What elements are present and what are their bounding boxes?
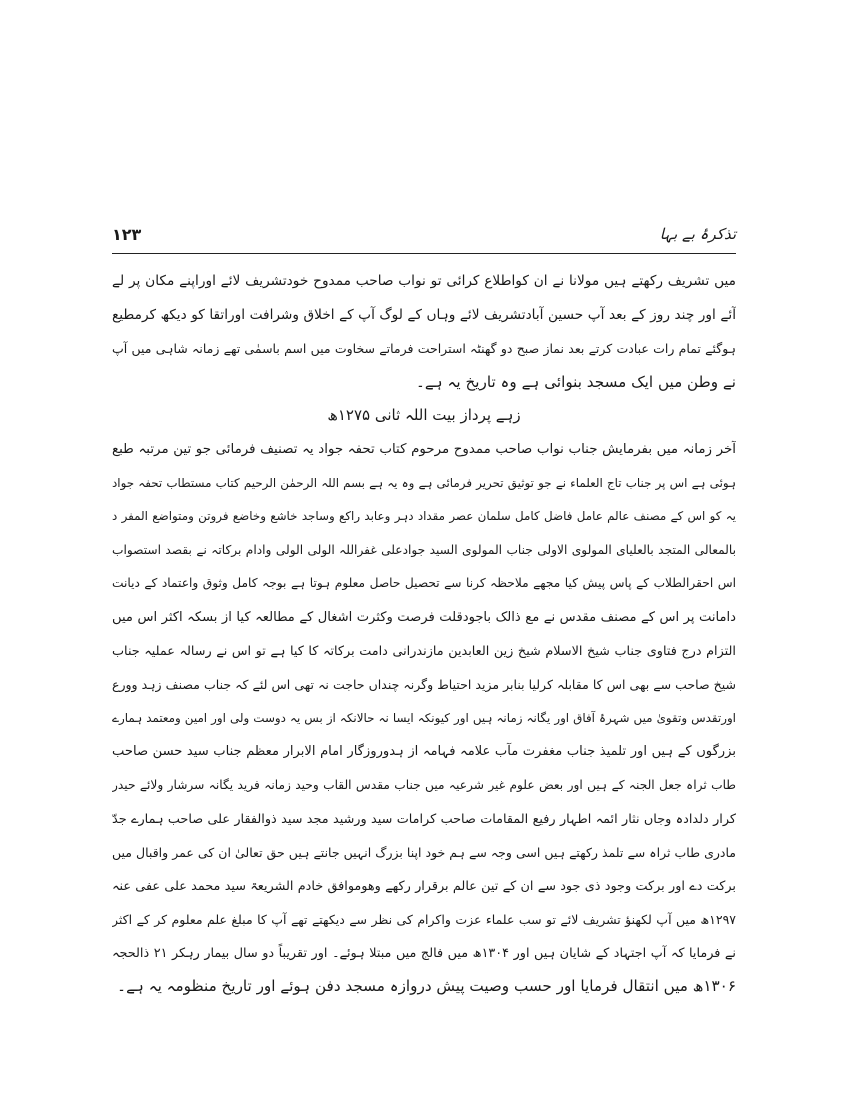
text-line: ۱۳۰۶ھ میں انتقال فرمایا اور حسب وصیت پیش دروازہ مسجد دفن ہوئے اور تاریخ منظومہ یہ ہے۔ bbox=[117, 977, 736, 996]
text-line: اس احقرالطلاب کے پاس پیش کیا مجھے ملاحظہ کرنا سے تحصیل حاصل معلوم ہوتا ہے بوجہ کامل وثوق واعتماد کے دیانت bbox=[112, 576, 736, 591]
text-line: بالمعالی المتجد بالعلیای المولوی الاولی جناب المولوی السید جوادعلی غفراللہ الولی الولی وادام برکاتہ نے بقصد استصواب bbox=[112, 542, 736, 557]
text-line: نے وطن میں ایک مسجد بنوائی ہے وہ تاریخ یہ ہے۔ bbox=[416, 372, 736, 391]
text-line: طاب ثراہ جعل الجنہ کے ہیں اور بعض علوم غیر شرعیہ میں جناب مقدس القاب وحید زمانہ فرید یگانہ سرشار ولائے حیدر bbox=[112, 777, 736, 792]
page-header bbox=[112, 223, 736, 253]
page-number: ۱۲۳ bbox=[112, 225, 142, 244]
text-line: یہ کو اس کے مصنف عالم عامل فاضل کامل سلمان عصر مقداد دہر وعابد راکع وساجد خاشع وخاضع فروتن ومتواضع المفر د bbox=[112, 509, 736, 524]
text-line: التزام درج فتاوی جناب شیخ الاسلام شیخ زین العابدین مازندرانی دامت برکاتہ کا کیا ہے تو اس نے رسالہ عملیہ جناب bbox=[112, 643, 736, 659]
text-line: ۱۲۹۷ھ میں آپ لکھنؤ تشریف لائے تو سب علماء عزت واکرام کی نظر سے دیکھتے تھے آپ کا مبلغ علم معلوم کر کے اکثر bbox=[112, 912, 736, 928]
text-line: ہوئی ہے اس پر جناب تاج العلماء نے جو توثیق تحریر فرمائی ہے وہ یہ ہے بسم اللہ الرحمٰن الرحیم کتاب مستطاب تحفہ جواد bbox=[112, 475, 736, 490]
text-line: آئے اور چند روز کے بعد آپ حسین آبادتشریف لائے وہاں کے لوگ آپ کے اخلاق وشرافت اوراتقا کو دیکھ کرمطیع bbox=[112, 306, 736, 323]
text-line: نے فرمایا کہ آپ اجتہاد کے شایان ہیں اور ۱۳۰۴ھ میں فالج میں مبتلا ہوئے۔ اور تقریباً دو سال بیمار رہکر ۲۱ ذالحجہ bbox=[112, 945, 736, 961]
text-line: کرار دلدادہ وجاں نثار ائمہ اطہار رفیع المقامات صاحب کرامات سید ورشید مجد سید ذوالفقار علی صاحب ہمارے جدّ bbox=[112, 811, 736, 827]
text-line: میں تشریف رکھتے ہیں مولانا نے ان کواطلاع کرائی تو نواب صاحب ممدوح خودتشریف لائے اوراپنے مکان پر لے bbox=[112, 273, 736, 289]
text-line: شیخ صاحب سے بھی اس کا مقابلہ کرلیا بنابر مزید احتیاط وگرنہ چنداں حاجت نہ تھی اس لئے کہ جناب مصنف زہد وورع bbox=[112, 677, 736, 693]
text-line: دامانت پر اس کے مصنف مقدس نے مع ذالک باجودقلت فرصت وکثرت اشغال کے مطالعہ کیا از بسکہ اکثر اس میں bbox=[112, 609, 736, 625]
text-line: برکت دے اور برکت وجود ذی جود سے ان کے تین عالم برقرار رکھے وھوموافق خادم الشریعۃ سید محمد علی عفی عنہ bbox=[112, 878, 736, 894]
body-text bbox=[112, 265, 736, 1004]
text-line: اورتقدس وتقویٰ میں شہرۂ آفاق اور یگانہ زمانہ ہیں اور کیونکہ ایسا نہ حالانکہ از بس یہ دوست ولی اور امین ومعتمد ہمارے bbox=[112, 710, 736, 725]
chronogram-line: زہے پرداز بیت اللہ ثانی ۱۲۷۵ھ bbox=[327, 406, 521, 425]
header-divider bbox=[112, 253, 736, 254]
text-line: ہوگئے تمام رات عبادت کرتے بعد نماز صبح دو گھنٹہ استراحت فرماتے سخاوت میں اسم باسمٰی تھے زمانہ شاہی میں آپ bbox=[112, 341, 736, 357]
text-line: بزرگوں کے ہیں اور تلمیذ جناب مغفرت مآب علامہ فہامہ از ہدوروزگار امام الابرار معظم جناب سید حسن صاحب bbox=[112, 744, 736, 760]
text-line: آخر زمانہ میں بفرمایش جناب نواب صاحب ممدوح مرحوم کتاب تحفہ جواد یہ تصنیف فرمائی جو تین مرتبہ طبع bbox=[112, 441, 736, 457]
text-line: مادری طاب ثراہ سے تلمذ رکھتے ہیں اسی وجہ سے ہم خود اپنا بزرگ انہیں جانتے ہیں حق تعالیٰ ان کی عمر واقبال میں bbox=[112, 845, 736, 861]
running-title: تذکرۂ بے بہا bbox=[659, 225, 736, 243]
